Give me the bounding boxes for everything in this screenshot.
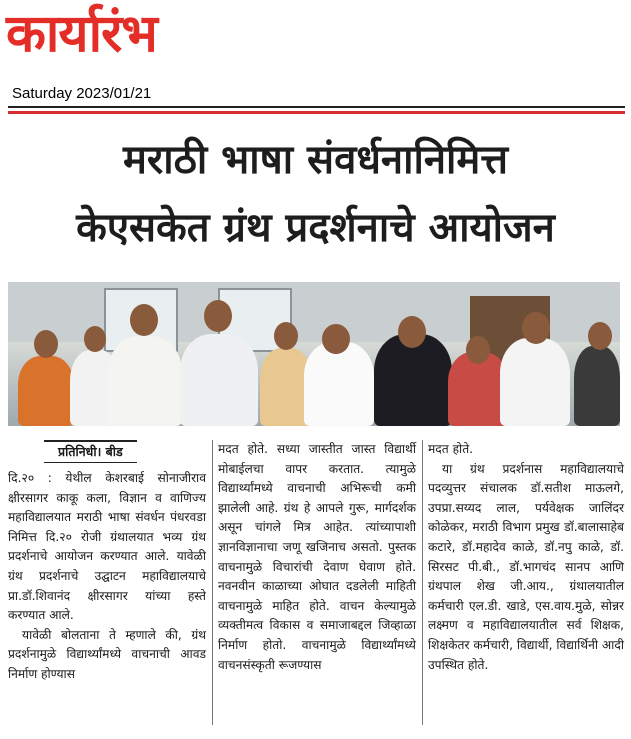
masthead xyxy=(6,4,206,74)
article-paragraph: या ग्रंथ प्रदर्शनास महाविद्यालयाचे पदव्युत्तर संचालक डॉ.सतीश माऊलगे, उपप्रा.सय्यद लाल, पर्यवेक्षक जालिंदर कोळेकर, मराठी विभाग प्रमुख डॉ.बालासाहेब कटारे, डॉ.महादेव काळे, डॉ.नपु काळे, डॉ. सिरसट पी.बी., डॉ.भागचंद सानप आणि ग्रंथपाल शेख जी.आय., ग्रंथालयातील कर्मचारी एल.डी. खाडे, एस.वाय.मुळे, सोन्नर लक्ष्मण व महाविद्यालयातील सर्व शिक्षक, शिक्षकेतर कर्मचारी, विद्यार्थी, विद्यार्थिनी आदी उपस्थित होते. xyxy=(428,461,624,672)
byline: प्रतिनिधी। बीड xyxy=(44,440,137,463)
group-photo xyxy=(8,282,620,426)
article-column-2 xyxy=(218,440,416,675)
article-paragraph: मदत होते. xyxy=(428,442,474,456)
publication-date: Saturday 2023/01/21 xyxy=(12,85,152,102)
headline-line-1: मराठी भाषा संवर्धनानिमित्त xyxy=(123,137,508,183)
header-divider xyxy=(8,106,625,108)
article-paragraph: दि.२० : येथील केशरबाई सोनाजीराव क्षीरसागर काकू कला, विज्ञान व वाणिज्य महाविद्यालयात मराठी भाषा संवर्धन पंधरवडा निमित्त दि.२० रोजी ग्रंथालयात भव्य ग्रंथ प्रदर्शनाचे आयोजन करण्यात आले. यावेळी ग्रंथ प्रदर्शनाचे उद्घाटन महाविद्यालयाचे प्रा.डॉ.शिवानंद क्षीरसागर यांच्या हस्ते करण्यात आले. xyxy=(8,471,206,623)
header-divider-red xyxy=(8,111,625,114)
article-column-3 xyxy=(428,440,624,675)
article-column-1 xyxy=(8,440,206,685)
column-divider xyxy=(422,440,423,725)
column-divider xyxy=(212,440,213,725)
article-paragraph: यावेळी बोलताना ते म्हणाले की, ग्रंथ प्रदर्शनामुळे विद्यार्थ्यांमध्ये वाचनाची आवड निर्माण होण्यास xyxy=(8,627,206,681)
headline-line-2: केएसकेत ग्रंथ प्रदर्शनाचे आयोजन xyxy=(76,205,555,251)
masthead-logo: कार्यारंभ xyxy=(6,4,157,64)
article-paragraph: मदत होते. सध्या जास्तीत जास्त विद्यार्थी मोबाईलचा वापर करतात. त्यामुळे विद्यार्थ्यांमध्ये वाचनाची अभिरूची कमी झालेली आहे. ग्रंथ हे आपले गुरू, मार्गदर्शक असून चांगले मित्र आहेत. त्यांच्यापाशी ज्ञानविज्ञानाचा जणू खजिनाच असतो. पुस्तक वाचनामुळे विचारांची देवाण घेवाण होते. नवनवीन काळाच्या ओघात दडलेली माहिती वाचनामुळे माहित होते. वाचन केल्यामुळे व्यक्तीमत्व विकास व समाजाबद्दल जिव्हाळा निर्माण होतो. वाचनामुळे विद्यार्थ्यांमध्ये वाचनसंस्कृती रूजण्यास xyxy=(218,442,416,672)
